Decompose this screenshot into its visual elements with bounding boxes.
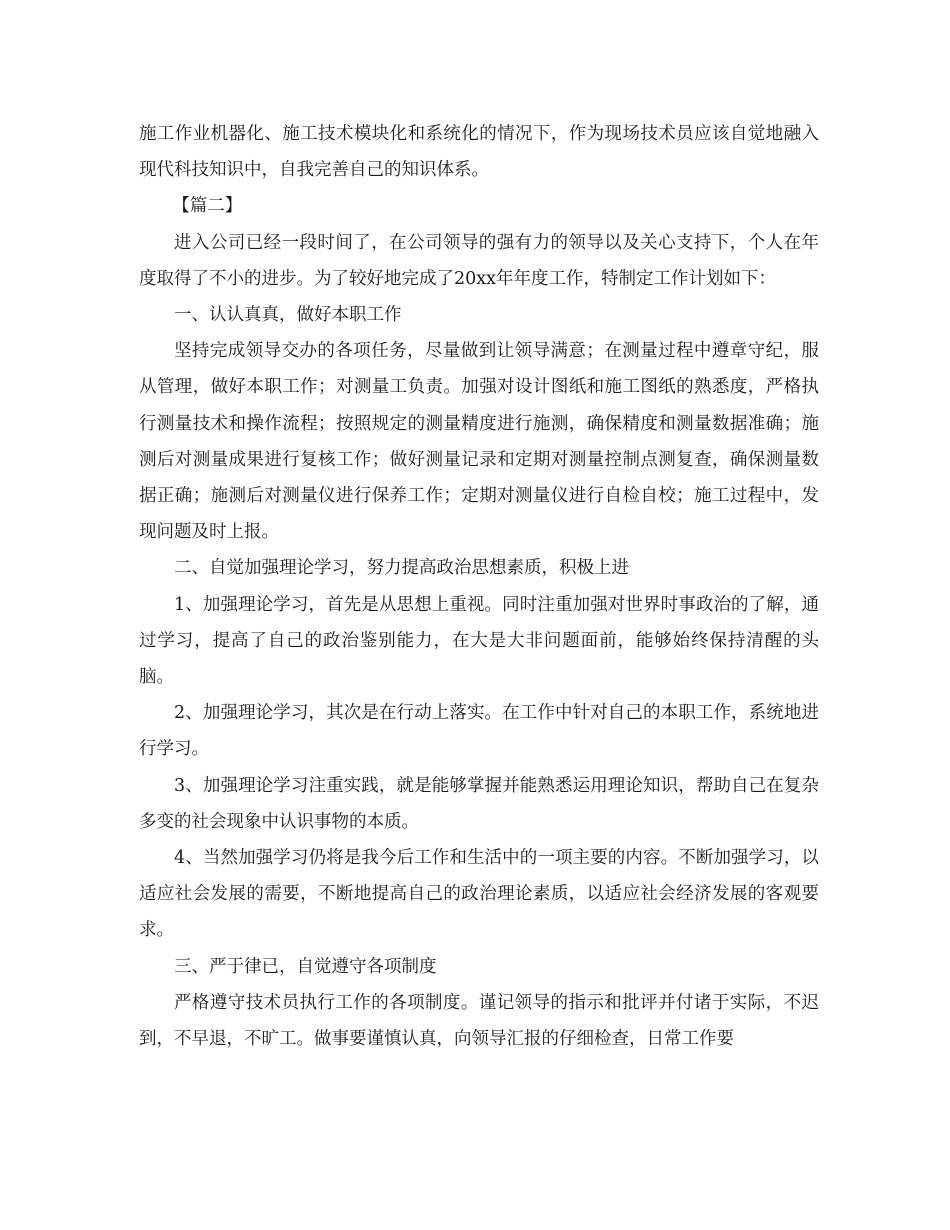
- heading-section-two: 二、自觉加强理论学习，努力提高政治思想素质，积极上进: [174, 558, 629, 579]
- paragraph-continuation: 施工作业机器化、施工技术模块化和系统化的情况下，作为现场技术员应该自觉地融入现代科技知识中，自我完善自己的知识体系。: [139, 124, 819, 181]
- paragraph-intro: 进入公司已经一段时间了，在公司领导的强有力的领导以及关心支持下，个人在年度取得了不小的进步。为了较好地完成了20xx年年度工作，特制定工作计划如下：: [139, 232, 819, 289]
- paragraph-section-one: 坚持完成领导交办的各项任务，尽量做到让领导满意；在测量过程中遵章守纪，服从管理，做好本职工作；对测量工负责。加强对设计图纸和施工图纸的熟悉度，严格执行测量技术和操作流程；按照规定的测量精度进行施测，确保精度和测量数据准确；施测后对测量成果进行复核工作；做好测量记录和定期对测量控制点测复查，确保测量数据正确；施测后对测量仪进行保养工作；定期对测量仪进行自检自校；施工过程中，发现问题及时上报。: [139, 341, 819, 543]
- paragraph-item-2: 2、加强理论学习，其次是在行动上落实。在工作中针对自己的本职工作，系统地进行学习。: [139, 703, 819, 760]
- heading-section-one: 一、认认真真，做好本职工作: [174, 305, 402, 326]
- paragraph-item-4: 4、当然加强学习仍将是我今后工作和生活中的一项主要的内容。不断加强学习，以适应社会发展的需要，不断地提高自己的政治理论素质，以适应社会经济发展的客观要求。: [139, 848, 819, 941]
- paragraph-section-three: 严格遵守技术员执行工作的各项制度。谨记领导的指示和批评并付诸于实际，不迟到，不早退，不旷工。做事要谨慎认真，向领导汇报的仔细检查，日常工作要: [139, 992, 819, 1050]
- paragraph-item-1: 1、加强理论学习，首先是从思想上重视。同时注重加强对世界时事政治的了解，通过学习，提高了自己的政治鉴别能力，在大是大非问题面前，能够始终保持清醒的头脑。: [139, 594, 819, 688]
- heading-section-three: 三、严于律已，自觉遵守各项制度: [174, 956, 437, 977]
- document-body: [139, 116, 819, 1057]
- paragraph-item-3: 3、加强理论学习注重实践，就是能够掌握并能熟悉运用理论知识，帮助自己在复杂多变的社会现象中认识事物的本质。: [139, 775, 819, 832]
- section-tag-part-two: 【篇二】: [172, 196, 243, 217]
